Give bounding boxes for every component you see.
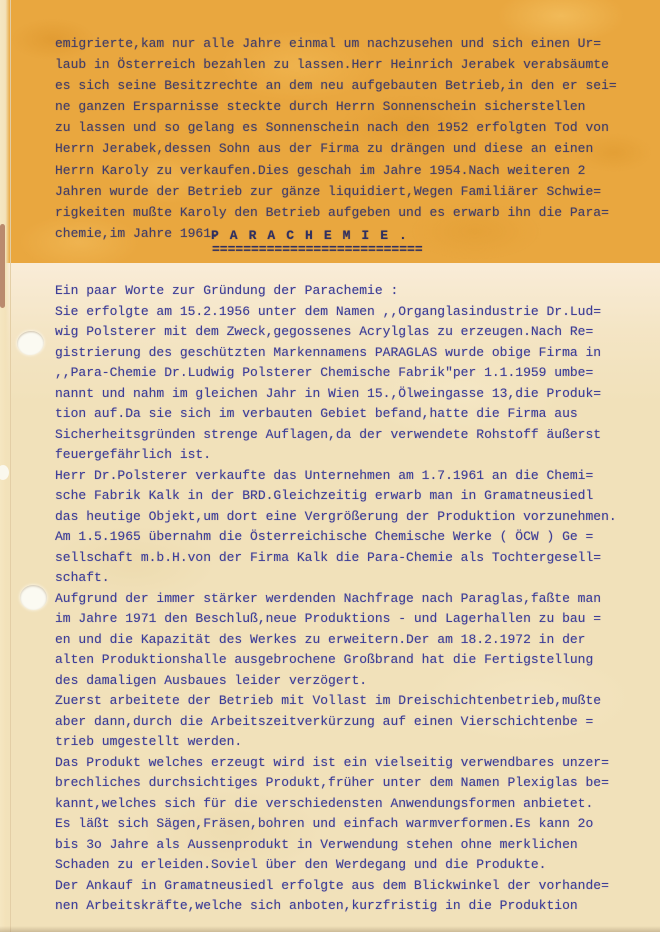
text-line: brechliches durchsichtiges Produkt,früher unter dem Namen Plexiglas be= [55,775,609,790]
parachemie-heading: P A R A C H E M I E . [211,228,409,243]
text-line: Jahren wurde der Betrieb zur gänze liquidiert,Wegen Familiärer Schwie= [55,183,602,199]
text-line: Schaden zu erleiden.Soviel über den Werdegang und die Produkte. [55,857,547,872]
text-line: zu lassen und so gelang es Sonnenschein nach den 1952 erfolgten Tod von [55,120,609,136]
text-line: en und die Kapazität des Werkes zu erweitern.Der am 18.2.1972 in der [55,631,586,647]
text-line: Herrn Jerabek,dessen Sohn aus der Firma zu drängen und diese an einen [55,141,594,157]
text-line: alten Produktionshalle ausgebrochene Großbrand hat die Fertigstellung [55,652,594,667]
text-line: Sie erfolgte am 15.2.1956 unter dem Namen ,,Organglasindustrie Dr.Lud= [55,303,602,319]
text-line: Herrn Karoly zu verkaufen.Dies geschah im Jahre 1954.Nach weiteren 2 [55,162,586,178]
text-line: ne ganzen Ersparnisse steckte durch Herrn Sonnenschein sicherstellen [55,99,586,115]
scan-left-edge-shadow [0,224,5,308]
text-line: Ein paar Worte zur Gründung der Parachemie : [55,283,399,298]
text-line: sche Fabrik Kalk in der BRD.Gleichzeitig erwarb man in Gramatneusiedl [55,488,594,503]
text-line: feuergefährlich ist. [55,447,212,462]
body-section [0,263,660,932]
text-line: es sich seine Besitzrechte an dem neu aufgebauten Betrieb,in den er sei= [55,78,617,94]
text-line: tion auf.Da sie sich im verbauten Gebiet befand,hatte die Firma aus [55,406,578,421]
text-line: im Jahre 1971 den Beschluß,neue Produktions - und Lagerhallen zu bau = [55,611,602,626]
text-line: kannt,welches sich für die verschiedensten Anwendungsformen anbietet. [55,795,594,811]
text-line: chemie,im Jahre 1961. [55,225,219,241]
text-line: ,,Para-Chemie Dr.Ludwig Polsterer Chemische Fabrik"per 1.1.1959 umbe= [55,365,594,380]
text-line: nannt und nahm im gleichen Jahr in Wien 15.,Ölweingasse 13,die Produk= [55,385,602,401]
body-paragraphs [55,281,617,917]
text-line: nen Arbeitskräfte,welche sich anboten,kurzfristig in die Produktion [55,898,578,913]
text-line: Zuerst arbeitete der Betrieb mit Vollast im Dreischichtenbetrieb,mußte [55,693,602,708]
text-line: wig Polsterer mit dem Zweck,gegossenes Acrylglas zu erzeugen.Nach Re= [55,324,594,339]
text-line: Das Produkt welches erzeugt wird ist ein vielseitig verwendbares unzer= [55,754,609,770]
text-line: aber dann,durch die Arbeitszeitverkürzung auf einen Vierschichtenbe = [55,713,594,729]
text-line: das heutige Objekt,um dort eine Vergrößerung der Produktion vorzunehmen. [55,508,617,524]
text-line: Am 1.5.1965 übernahm die Österreichische Chemische Werke ( ÖCW ) Ge = [55,529,594,544]
top-paragraph [55,33,617,244]
text-line: schaft. [55,570,110,585]
text-line: rigkeiten mußte Karoly den Betrieb aufgeben und es erwarb ihn die Para= [55,204,609,220]
heading-underline: =========================== [212,242,423,257]
text-line: laub in Österreich bezahlen zu lassen.Herr Heinrich Jerabek verabsäumte [55,57,609,73]
text-line: Aufgrund der immer stärker werdenden Nachfrage nach Paraglas,faßte man [55,590,602,606]
text-line: sellschaft m.b.H.von der Firma Kalk die Para-Chemie als Tochtergesell= [55,549,602,565]
text-line: gistrierung des geschützten Markennamens PARAGLAS wurde obige Firma in [55,344,602,360]
text-line: emigrierte,kam nur alle Jahre einmal um nachzusehen und sich einen Ur= [55,36,602,51]
highlighted-section [0,0,660,265]
text-line: bis 3o Jahre als Aussenprodukt in Verwendung stehen ohne merklichen [55,836,578,852]
text-line: Herr Dr.Polsterer verkaufte das Unternehmen am 1.7.1961 an die Chemi= [55,467,594,483]
text-line: des damaligen Ausbaues leider verzögert. [55,672,368,688]
text-line: Es läßt sich Sägen,Fräsen,bohren und einfach warmverformen.Es kann 2o [55,816,594,831]
scan-bottom-edge [0,926,660,932]
text-line: trieb umgestellt werden. [55,734,243,749]
text-line: Der Ankauf in Gramatneusiedl erfolgte aus dem Blickwinkel der vorhande= [55,877,609,893]
text-line: Sicherheitsgründen strenge Auflagen,da der verwendete Rohstoff äußerst [55,426,602,442]
